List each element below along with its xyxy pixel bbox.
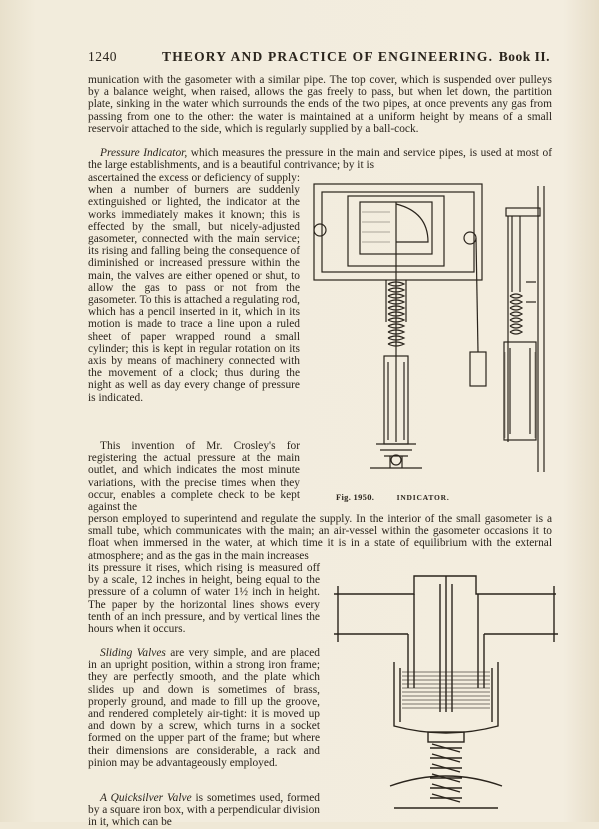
paragraph-scale-description: [88, 562, 320, 635]
paragraph-text: This invention of Mr. Crosley's for registering the actual pressure at the main outlet, and which indicates the most minute variations, with the precise times when they occur, enables a complete check to be kept against the: [88, 440, 300, 514]
paragraph-text: its pressure it rises, which rising is measured off by a scale, 12 inches in height, being equal to the pressure of a column of water 1½ inch in height. The paper by the horizontal lines shows every tenth of an inch pressure, and by vertical lines the hours when it occurs.: [88, 562, 320, 636]
pressure-indicator-heading: Pressure Indicator,: [100, 147, 188, 159]
paragraph-pressure-indicator-body: [88, 172, 300, 404]
paragraph-text: are very simple, and are placed in an upright position, within a strong iron frame; they are perfectly smooth, and the plate which slides up and down is sometimes of brass, properly ground, and made to fill up the groove, and rendered completely air-tight: it is moved up and down by a screw, which turns in a socket formed on the upper part of the frame; but where their dimensions are considerable, a rack and pinion may be advantageously employed.: [88, 647, 320, 769]
paragraph-text: is sometimes used, formed by a square iron box, with a perpendicular division in it, which can be: [88, 792, 320, 829]
paragraph-crosley-continuation: [88, 513, 552, 562]
page-header: [88, 49, 550, 67]
figure-number: Fig. 1950.: [336, 492, 375, 502]
paragraph-quicksilver-valve: [88, 792, 320, 829]
paragraph-pressure-indicator-intro: [88, 147, 552, 171]
sliding-valves-heading: Sliding Valves: [100, 647, 166, 659]
book-number: Book II.: [498, 49, 550, 64]
quicksilver-valve-heading: A Quicksilver Valve: [100, 792, 192, 804]
page-number: 1240: [88, 49, 117, 64]
valve-section-figure: [332, 572, 560, 822]
paragraph-text: which measures the pressure in the main and service pipes, is used at most of the large establishments, and is a beautiful contrivance; by it is: [88, 147, 552, 172]
paragraph-text: person employed to superintend and regulate the supply. In the interior of the small gasometer is a small tube, which communicates with the main; an air-vessel within the gasometer occasions it to float when immersed in the water, at which time it is in a state of equilibrium with the external atmosphere; and as the gas in the main increases: [88, 513, 552, 562]
figure-caption: [336, 492, 536, 502]
paragraph-text: ascertained the excess or deficiency of supply: when a number of burners are suddenly extinguished or lighted, the indicator at the works immediately makes it known; this is effected by the small, but nicely-adjusted gasometer, connected with the main service; its rising and falling being the consequence of diminished or increased pressure within the main, the valves are either opened or shut, to allow the gas to pass or not from the gasometer. To this is attached a regulating rod, which has a pencil inserted in it, which in its motion is made to trace a line upon a ruled sheet of paper wrapped round a small cylinder; this is kept in regular rotation on its axis by means of machinery connected with the movement of a clock; thus during the night as well as day every change of pressure is indicated.: [88, 172, 300, 404]
paragraph-gasometer-cover: [88, 74, 552, 135]
running-title: THEORY AND PRACTICE OF ENGINEERING.: [162, 49, 494, 64]
paragraph-text: munication with the gasometer with a similar pipe. The top cover, which is suspended over pulleys by a balance weight, when raised, allows the gas freely to pass, but when let down, the partition plate, sinking in the water which surrounds the ends of the two pipes, at once prevents any gas from passing from one to the other: the water is maintained at a uniform height by means of a small reservoir attached to the side, which is regularly supplied by a ball-cock.: [88, 74, 552, 135]
indicator-figure: [300, 172, 560, 488]
figure-title: INDICATOR.: [396, 493, 450, 502]
paragraph-sliding-valves: [88, 647, 320, 769]
paragraph-crosley-invention: [88, 440, 300, 513]
